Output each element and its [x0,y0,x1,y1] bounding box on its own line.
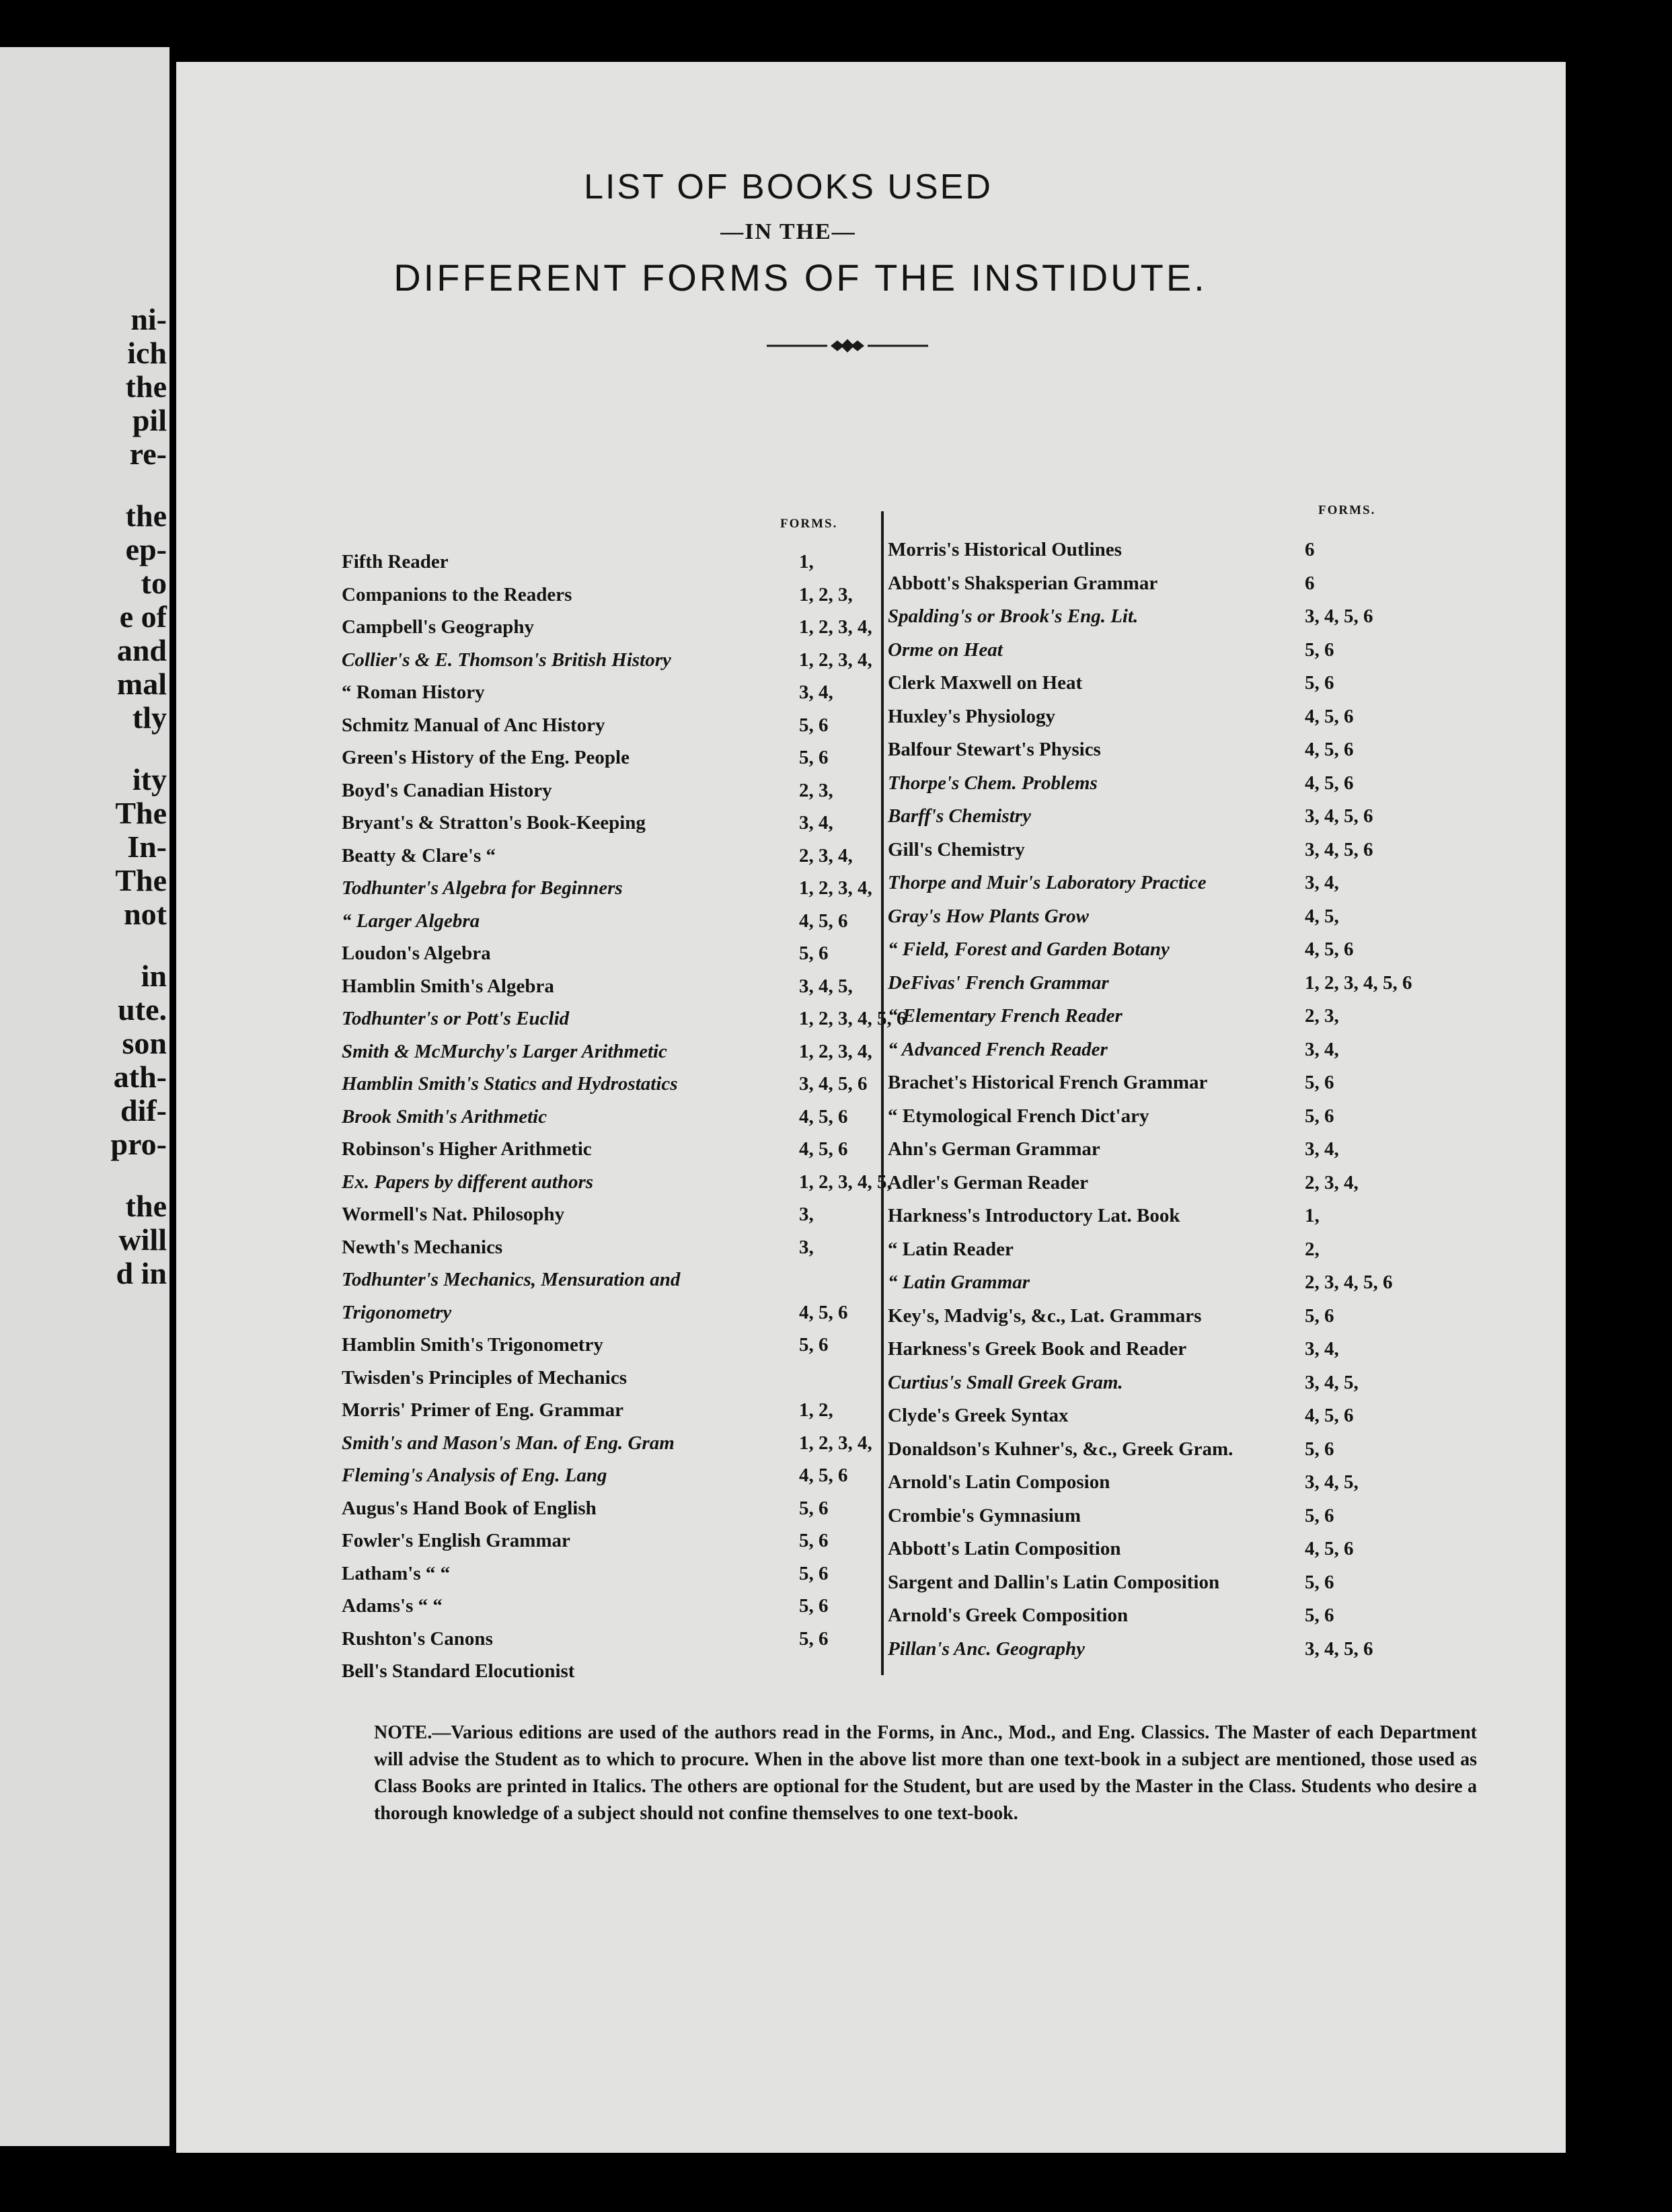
ornament-divider [767,336,928,355]
left-page-edge [0,47,169,2146]
book-forms: 3, [799,1204,814,1225]
book-title: Barff's Chemistry [888,805,1031,827]
left-page-fragment: In- [127,830,167,864]
left-page-fragment: not [124,897,167,931]
book-title: Hamblin Smith's Algebra [342,975,554,997]
book-title: “ Advanced French Reader [888,1038,1108,1060]
left-page-fragment: dif- [120,1093,167,1128]
book-title: Robinson's Higher Arithmetic [342,1138,592,1160]
book-forms: 5, 6 [1305,1504,1334,1526]
book-forms: 5, 6 [799,1497,829,1519]
book-forms: 5, 6 [799,1595,829,1617]
book-forms: 5, 6 [799,747,829,768]
title-in-the: —IN THE— [720,219,856,244]
book-title: Todhunter's Mechanics, Mensuration and [342,1269,681,1290]
book-title: Gill's Chemistry [888,838,1025,860]
book-title: Arnold's Greek Composition [888,1605,1129,1626]
book-title: Harkness's Introductory Lat. Book [888,1205,1180,1226]
book-forms: 1, 2, 3, 4, [799,877,872,899]
book-title: Thorpe and Muir's Laboratory Practice [888,872,1207,893]
book-title: “ Latin Grammar [888,1271,1030,1293]
book-forms: 3, 4, 5, 6 [1305,805,1373,827]
book-title: Loudon's Algebra [342,943,491,964]
book-title: Augus's Hand Book of English [342,1497,597,1519]
book-forms: 5, 6 [1305,1304,1334,1327]
book-forms: 3, 4, [1305,872,1339,893]
book-forms: 5, 6 [799,943,829,964]
book-forms: 5, 6 [799,1562,829,1584]
book-forms: 3, 4, [799,681,833,703]
book-title: Donaldson's Kuhner's, &c., Greek Gram. [888,1438,1233,1460]
book-forms: 3, 4, [799,812,833,834]
book-forms: 3, 4, 5, 6 [1305,605,1373,627]
book-title: Fleming's Analysis of Eng. Lang [342,1465,607,1486]
book-forms: 1, 2, 3, [799,583,853,605]
book-forms: 3, 4, 5, [799,975,853,997]
left-page-fragment: pil [132,403,167,437]
book-forms: 2, 3, 4, [1305,1171,1359,1193]
left-page-fragment: to [141,566,167,600]
book-forms: 5, 6 [1305,1438,1334,1460]
left-page-fragment: d in [116,1256,167,1290]
left-page-fragment: ni- [130,302,167,336]
book-title: “ Roman History [342,681,485,703]
book-title: Companions to the Readers [342,583,572,605]
left-page-fragment: the [125,1189,167,1223]
book-title: Collier's & E. Thomson's British History [342,649,671,671]
left-page-fragment: will [118,1222,167,1257]
left-page-fragment: The [115,796,167,830]
book-forms: 5, 6 [799,1627,829,1650]
left-page-fragment: the [125,499,167,533]
book-forms: 4, 5, 6 [799,1301,848,1323]
book-forms: 1, 2, 3, 4, 5, 6 [799,1008,907,1029]
book-forms: 5, 6 [1305,1571,1334,1593]
book-title: Boyd's Canadian History [342,779,552,801]
book-title: Morris's Historical Outlines [888,539,1122,560]
left-page-fragment: in [141,959,167,993]
book-forms: 1, 2, 3, 4, [799,1040,872,1062]
book-title: Bryant's & Stratton's Book-Keeping [342,812,646,834]
book-title: Hamblin Smith's Statics and Hydrostatics [342,1073,678,1095]
left-page-fragment: ath- [113,1060,167,1094]
book-title: Rushton's Canons [342,1627,493,1650]
left-page-fragment: son [122,1026,167,1060]
left-page-fragment: ep- [125,532,167,566]
book-forms: 4, 5, 6 [799,910,848,932]
book-title: “ Elementary French Reader [888,1005,1123,1027]
column-divider [881,511,884,1675]
book-forms: 1, 2, [799,1399,833,1421]
left-page-text [0,303,167,1290]
book-title: Arnold's Latin Composion [888,1471,1110,1493]
book-forms: 3, 4, 5, 6 [799,1073,868,1095]
book-title: Twisden's Principles of Mechanics [342,1366,627,1389]
book-title: Brachet's Historical French Grammar [888,1072,1208,1093]
book-title: Schmitz Manual of Anc History [342,714,605,736]
book-forms: 4, 5, 6 [1305,705,1354,727]
book-title: Clyde's Greek Syntax [888,1405,1069,1426]
book-title: Pillan's Anc. Geography [888,1637,1085,1660]
book-title: Smith's and Mason's Man. of Eng. Gram [342,1432,675,1454]
book-title: Huxley's Physiology [888,705,1055,727]
book-forms: 3, 4, [1305,1038,1339,1060]
book-title: Balfour Stewart's Physics [888,739,1101,760]
book-title: Crombie's Gymnasium [888,1504,1081,1526]
book-forms: 3, 4, [1305,1138,1339,1160]
book-forms: 3, 4, 5, 6 [1305,838,1373,860]
book-title: Gray's How Plants Grow [888,905,1089,927]
left-page-fragment: ich [127,336,167,370]
book-forms: 2, 3, 4, [799,844,853,867]
book-forms: 3, [799,1236,814,1258]
book-forms: 1, 2, 3, 4, [799,1432,872,1454]
left-page-fragment [0,931,167,959]
book-title: Brook Smith's Arithmetic [342,1105,547,1128]
left-page-fragment: mal [116,667,167,701]
book-forms: 1, 2, 3, 4, 5, 6 [1305,971,1412,994]
book-title: Todhunter's Algebra for Beginners [342,877,623,899]
left-page-fragment: tly [132,700,167,735]
book-title: “ Larger Algebra [342,910,480,932]
book-title: Todhunter's or Pott's Euclid [342,1008,570,1029]
book-forms: 1, 2, 3, 4, 5, [799,1171,892,1193]
book-title: Ex. Papers by different authors [342,1171,594,1193]
book-title: Adams's “ “ [342,1595,443,1617]
book-title: Beatty & Clare's “ [342,844,496,867]
book-title: Hamblin Smith's Trigonometry [342,1334,603,1356]
book-title: Harkness's Greek Book and Reader [888,1338,1187,1360]
title-list-of-books: LIST OF BOOKS USED [584,168,993,207]
book-forms: 5, 6 [1305,672,1334,694]
book-title: Adler's German Reader [888,1171,1088,1193]
left-page-fragment: and [116,633,167,667]
book-title: Fifth Reader [342,551,449,573]
book-forms: 4, 5, 6 [799,1138,848,1160]
book-forms: 6 [1305,539,1315,560]
book-title: Orme on Heat [888,638,1003,661]
left-page-fragment: ute. [118,992,167,1027]
book-title: Abbott's Shaksperian Grammar [888,572,1158,594]
book-forms: 4, 5, 6 [1305,739,1354,760]
book-forms: 5, 6 [1305,1072,1334,1093]
book-forms: 3, 4, 5, 6 [1305,1637,1373,1660]
title-different-forms: DIFFERENT FORMS OF THE INSTIDUTE. [393,256,1207,299]
left-page-fragment: e of [119,599,167,634]
book-title: Key's, Madvig's, &c., Lat. Grammars [888,1304,1202,1327]
book-forms: 3, 4, 5, [1305,1471,1359,1493]
book-forms: 5, 6 [799,1334,829,1356]
book-forms: 1, [799,551,814,573]
note-paragraph: NOTE.—Various editions are used of the authors read in the Forms, in Anc., Mod., and Eng. Classics. The Master of each Department will advise the Student as to which to procure. When in the above list more than one text-book in a subject are mentioned, those used as Class Books are printed in Italics. The others are optional for the Student, but are used by the Master in the Class. Students who desire a thorough knowledge of a subject should not confine themselves to one text-book. [374,1722,1477,1824]
book-forms: 3, 4, [1305,1338,1339,1360]
book-forms: 4, 5, 6 [1305,772,1354,794]
book-title: Fowler's English Grammar [342,1530,570,1551]
left-page-fragment [0,735,167,763]
book-forms: 5, 6 [1305,1105,1334,1127]
book-forms: 5, 6 [799,714,829,736]
book-forms: 2, 3, [799,779,833,801]
book-title: Trigonometry [342,1301,452,1323]
book-title: Curtius's Small Greek Gram. [888,1371,1123,1393]
left-page-fragment: pro- [110,1127,167,1161]
left-page-fragment: the [125,369,167,404]
book-title: “ Latin Reader [888,1238,1014,1260]
book-forms: 1, [1305,1205,1320,1226]
book-forms: 5, 6 [799,1530,829,1551]
left-page-fragment: ity [132,762,167,797]
book-forms: 2, 3, [1305,1005,1339,1027]
book-forms: 4, 5, [1305,905,1339,927]
book-title: Ahn's German Grammar [888,1138,1100,1160]
book-title: Sargent and Dallin's Latin Composition [888,1571,1220,1593]
left-page-fragment: The [115,863,167,897]
book-title: Newth's Mechanics [342,1236,503,1258]
book-title: Wormell's Nat. Philosophy [342,1204,565,1225]
book-title: Bell's Standard Elocutionist [342,1660,575,1682]
book-title: “ Field, Forest and Garden Botany [888,938,1170,960]
book-forms: 1, 2, 3, 4, [799,649,872,671]
left-page-fragment [0,1161,167,1189]
book-title: Clerk Maxwell on Heat [888,672,1083,694]
book-title: Morris' Primer of Eng. Grammar [342,1399,624,1421]
book-forms: 4, 5, 6 [1305,938,1354,960]
book-forms: 4, 5, 6 [799,1465,848,1486]
book-forms: 3, 4, 5, [1305,1371,1359,1393]
forms-header-right: FORMS. [1318,503,1376,517]
book-forms: 5, 6 [1305,1605,1334,1626]
book-title: Thorpe's Chem. Problems [888,772,1098,794]
book-forms: 2, [1305,1238,1320,1260]
book-title: Smith & McMurchy's Larger Arithmetic [342,1040,667,1062]
book-title: Latham's “ “ [342,1562,451,1584]
book-title: Green's History of the Eng. People [342,747,630,768]
book-forms: 2, 3, 4, 5, 6 [1305,1271,1393,1293]
book-title: Spalding's or Brook's Eng. Lit. [888,605,1139,627]
book-forms: 4, 5, 6 [1305,1405,1354,1426]
book-title: Campbell's Geography [342,616,534,638]
left-page-fragment: re- [129,437,167,471]
book-title: “ Etymological French Dict'ary [888,1105,1149,1127]
book-forms: 6 [1305,572,1315,594]
book-forms: 5, 6 [1305,638,1334,661]
forms-header-left: FORMS. [780,517,838,531]
book-forms: 1, 2, 3, 4, [799,616,872,638]
book-title: DeFivas' French Grammar [888,971,1109,994]
book-title: Abbott's Latin Composition [888,1538,1121,1559]
left-page-fragment [0,471,167,499]
book-forms: 4, 5, 6 [1305,1538,1354,1559]
book-forms: 4, 5, 6 [799,1105,848,1128]
